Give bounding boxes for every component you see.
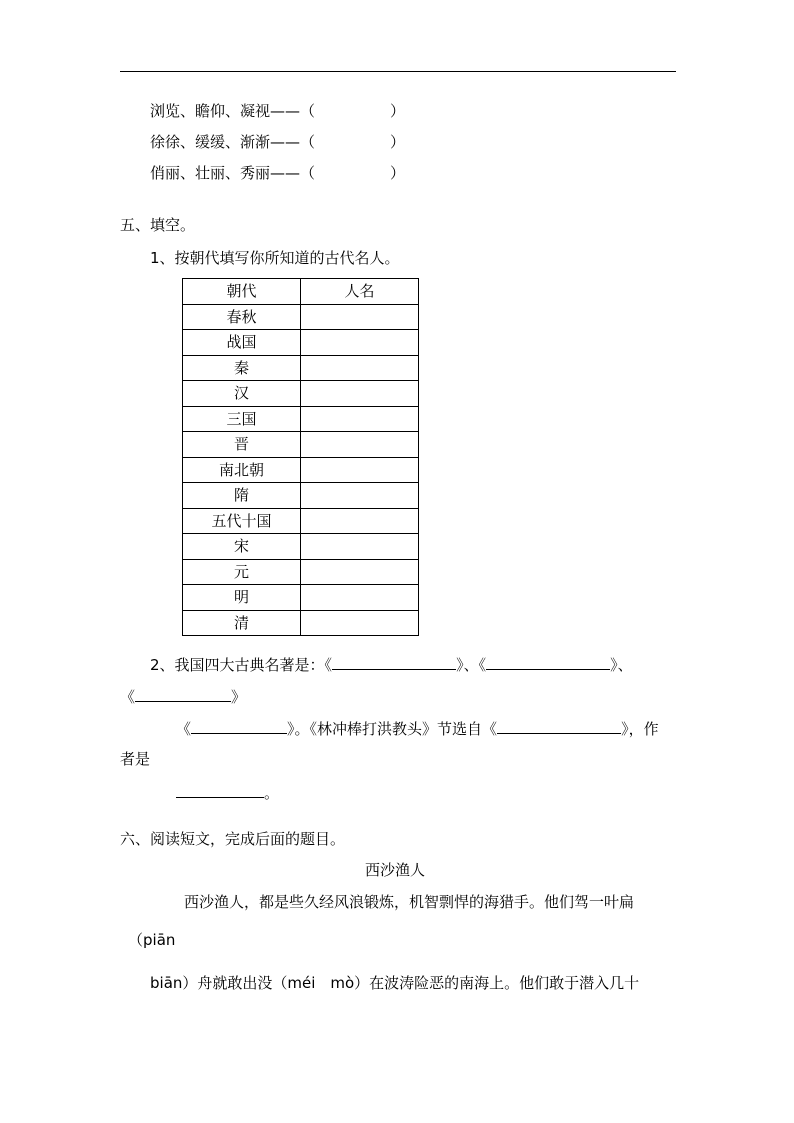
name-answer-cell[interactable]	[301, 585, 419, 611]
passage-line-1: 西沙渔人，都是些久经风浪锻炼，机智剽悍的海猎手。他们驾一叶扁	[184, 893, 635, 911]
name-answer-cell[interactable]	[301, 355, 419, 381]
book-close-mark: 》	[621, 720, 629, 738]
period-mark: 。	[264, 784, 280, 802]
name-answer-cell[interactable]	[301, 406, 419, 432]
name-answer-cell[interactable]	[301, 381, 419, 407]
name-answer-cell[interactable]	[301, 330, 419, 356]
passage-title: 西沙渔人	[365, 861, 426, 879]
dynasty-cell: 汉	[183, 381, 301, 407]
question-2-line-3	[176, 717, 659, 739]
question-2-line-5	[176, 781, 279, 803]
classic-novel-blank-3[interactable]	[135, 685, 231, 702]
book-close-mark: 》	[456, 656, 464, 674]
name-answer-cell[interactable]	[301, 432, 419, 458]
dynasty-cell: 南北朝	[183, 457, 301, 483]
vocab-line-1: 浏览、瞻仰、凝视——（ ）	[150, 102, 406, 120]
book-open-mark: 《	[482, 720, 498, 738]
dynasty-cell: 明	[183, 585, 301, 611]
question-2-line-2	[120, 685, 246, 707]
dynasty-cell: 清	[183, 610, 301, 636]
book-close-mark: 》	[610, 656, 618, 674]
dynasty-cell: 元	[183, 559, 301, 585]
book-close-mark: 》	[231, 688, 247, 706]
question-2-line-4: 者是	[120, 750, 151, 768]
passage-line-2: （piān	[128, 931, 176, 949]
separator: 、	[463, 656, 479, 674]
name-answer-cell[interactable]	[301, 508, 419, 534]
header-rule	[120, 71, 676, 72]
book-open-mark: 《	[478, 656, 487, 674]
dynasty-cell: 战国	[183, 330, 301, 356]
author-prompt-text: ，作	[628, 720, 659, 738]
book-open-mark: 《	[176, 720, 192, 738]
vocab-line-2: 徐徐、缓缓、渐渐——（ ）	[150, 133, 406, 151]
dynasty-table	[182, 278, 419, 636]
name-answer-cell[interactable]	[301, 534, 419, 560]
section-5-heading: 五、填空。	[120, 216, 196, 234]
dynasty-cell: 五代十国	[183, 508, 301, 534]
name-answer-cell[interactable]	[301, 483, 419, 509]
section-6-heading: 六、阅读短文，完成后面的题目。	[120, 830, 346, 848]
dynasty-cell: 晋	[183, 432, 301, 458]
dynasty-cell: 三国	[183, 406, 301, 432]
question-2-prefix: 2、我国四大古典名著是：	[150, 656, 325, 674]
classic-novel-blank-4[interactable]	[191, 717, 287, 734]
passage-line-3: biān）舟就敢出没（méi mò）在波涛险恶的南海上。他们敢于潜入几十	[150, 974, 640, 992]
question-2-line-1	[150, 653, 633, 675]
dynasty-column-header: 朝代	[183, 279, 301, 305]
dynasty-cell: 宋	[183, 534, 301, 560]
book-close-mark: 》	[287, 720, 295, 738]
book-open-mark: 《	[120, 688, 136, 706]
vocab-line-3: 俏丽、壮丽、秀丽——（ ）	[150, 164, 406, 182]
book-open-mark: 《	[324, 656, 333, 674]
separator: 、	[617, 656, 633, 674]
dynasty-cell: 春秋	[183, 304, 301, 330]
name-column-header: 人名	[301, 279, 419, 305]
classic-novel-blank-1[interactable]	[332, 653, 456, 670]
name-answer-cell[interactable]	[301, 610, 419, 636]
name-answer-cell[interactable]	[301, 457, 419, 483]
dynasty-cell: 隋	[183, 483, 301, 509]
author-blank[interactable]	[176, 781, 264, 798]
name-answer-cell[interactable]	[301, 559, 419, 585]
excerpt-source-text: 。《林冲棒打洪教头》节选自	[294, 720, 483, 738]
name-answer-cell[interactable]	[301, 304, 419, 330]
dynasty-cell: 秦	[183, 355, 301, 381]
excerpt-source-blank[interactable]	[497, 717, 621, 734]
classic-novel-blank-2[interactable]	[486, 653, 610, 670]
question-1: 1、按朝代填写你所知道的古代名人。	[150, 249, 400, 267]
